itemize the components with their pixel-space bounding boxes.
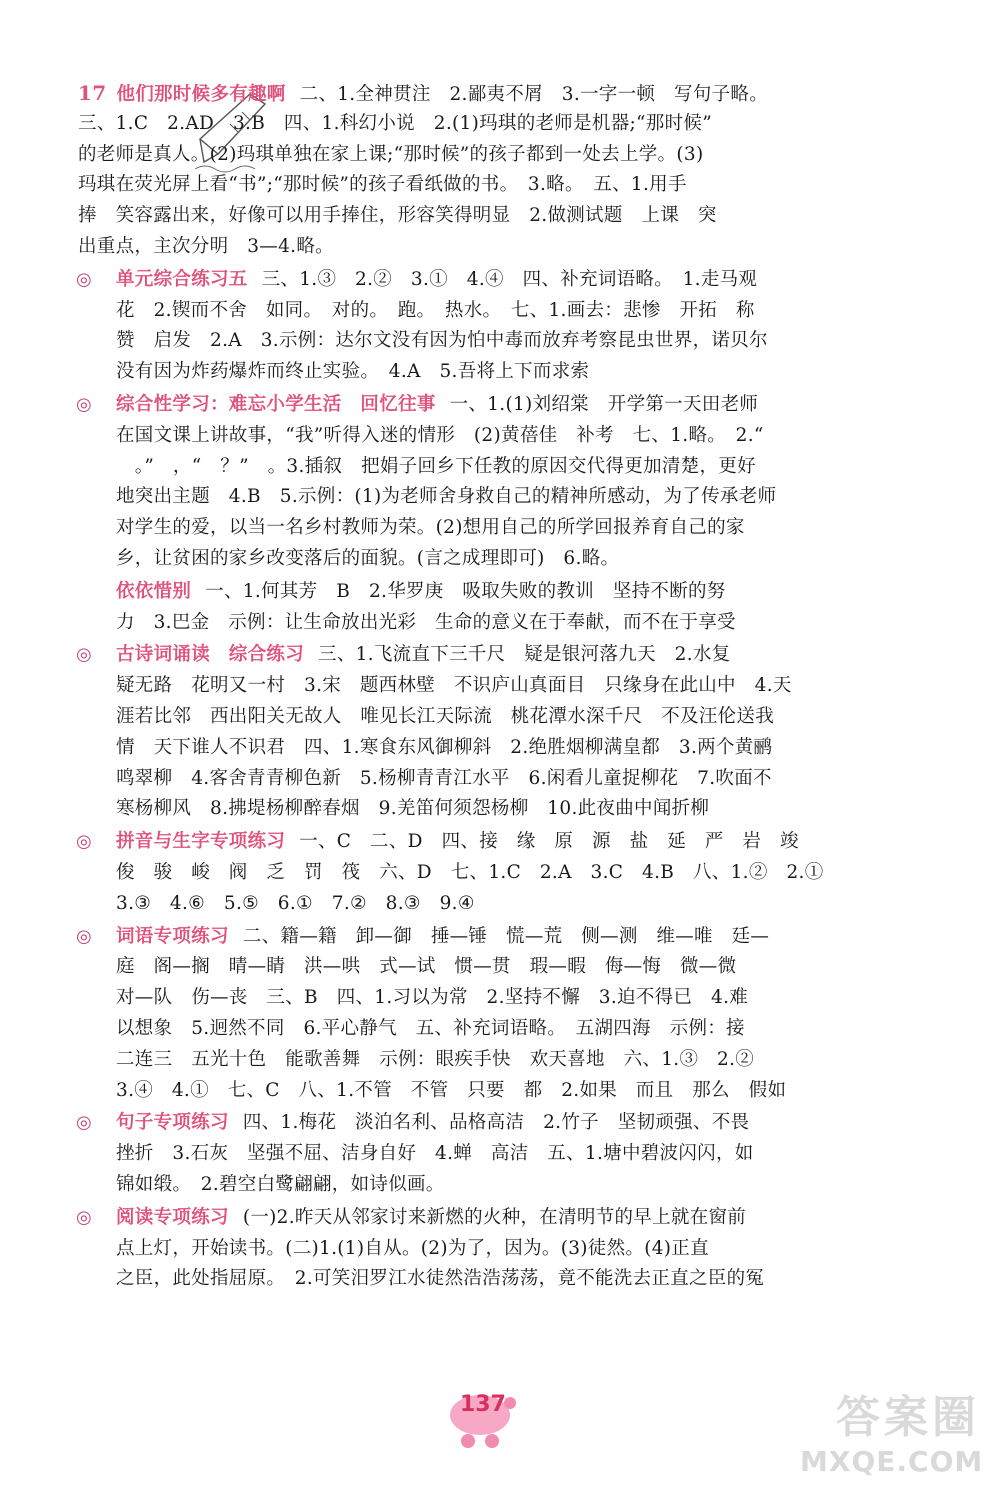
section-heading-line <box>78 922 769 952</box>
answer-text: 地突出主题 4.B 5.示例：(1)为老师舍身救自己的精神所感动，为了传承老师 <box>116 486 777 508</box>
section-title: 拼音与生字专项练习 <box>116 831 286 853</box>
answer-text: 一、1.(1)刘绍棠 开学第一天田老师 <box>449 394 759 415</box>
answer-text: 一、C 二、D 四、接 缘 原 源 盐 延 严 岩 竣 <box>299 831 799 853</box>
answer-line <box>116 608 736 638</box>
answer-line <box>116 1076 786 1106</box>
answer-text: 力 3.巴金 示例：让生命放出光彩 生命的意义在于奉献，而不在于享受 <box>116 611 736 633</box>
answer-line <box>116 671 792 701</box>
answer-line <box>116 858 824 888</box>
answer-line <box>116 1264 764 1294</box>
answer-text: 俊 骏 峻 阀 乏 罚 筏 六、D 七、1.C 2.A 3.C 4.B 八、1.② 2.① <box>116 862 824 883</box>
answer-line <box>78 109 712 139</box>
answer-line <box>116 1170 445 1200</box>
bullet-circle-icon: ◎ <box>76 831 93 853</box>
answer-text: 二、1.全神贯注 2.鄙夷不屑 3.一字一顿 写句子略。 <box>299 84 768 105</box>
answer-text: 情 天下谁人不识君 四、1.寒食东风御柳斜 2.绝胜烟柳满皇都 3.两个黄鹂 <box>116 736 773 758</box>
answer-text: 出重点，主次分明 3—4.略。 <box>78 236 334 257</box>
answer-text: 三、1.C 2.AD 3.B 四、1.科幻小说 2.(1)玛琪的老师是机器;“那时候” <box>78 112 712 134</box>
answer-text: 之臣，此处指屈原。 2.可笑汨罗江水徒然浩浩荡荡，竟不能洗去正直之臣的冤 <box>116 1268 765 1290</box>
answer-text: 疑无路 花明又一村 3.宋 题西林壁 不识庐山真面目 只缘身在此山中 4.天 <box>116 675 792 697</box>
section-heading-line <box>78 78 768 108</box>
answer-text: 庭 阁—搁 晴—睛 洪—哄 式—试 惯—贯 瑕—暇 侮—悔 微—微 <box>116 956 737 978</box>
section-title: 依依惜别 <box>116 580 192 602</box>
section-title: 词语专项练习 <box>116 925 229 947</box>
bullet-circle-icon: ◎ <box>76 644 93 666</box>
answer-line <box>116 326 768 356</box>
section-heading-line <box>78 640 731 670</box>
answer-text: 3.③ 4.⑥ 5.⑤ 6.① 7.② 8.③ 9.④ <box>116 892 475 914</box>
answer-text: 四、1.梅花 淡泊名利、品格高洁 2.竹子 坚韧顽强、不畏 <box>242 1112 750 1134</box>
answer-text: 锦如缎。 2.碧空白鹭翩翩，如诗似画。 <box>116 1174 445 1195</box>
answer-line <box>116 794 709 824</box>
section-heading-line <box>78 827 799 857</box>
section-title: 单元综合练习五 <box>116 268 248 290</box>
section-title: 句子专项练习 <box>116 1112 229 1134</box>
answer-text: 玛琪在荧光屏上看“书”;“那时候”的孩子看纸做的书。 3.略。 五、1.用手 <box>78 174 687 196</box>
bullet-circle-icon: ◎ <box>76 394 93 415</box>
page-number: 137 <box>460 1392 506 1417</box>
answer-line <box>116 889 475 919</box>
section-title: 综合性学习：难忘小学生活 回忆往事 <box>116 394 436 415</box>
answer-text: 寒杨柳风 8.拂堤杨柳醉春烟 9.羌笛何须怨杨柳 10.此夜曲中闻折柳 <box>116 798 710 820</box>
bullet-circle-icon: ◎ <box>76 925 93 947</box>
section-heading-line <box>78 1108 749 1138</box>
answer-line <box>116 296 755 326</box>
lesson-number: 17 <box>78 81 107 105</box>
answer-text: 3.④ 4.① 七、C 八、1.不管 不管 只要 都 2.如果 而且 那么 假如 <box>116 1079 787 1101</box>
watermark-logo-text: 答案圈 <box>836 1392 980 1443</box>
answer-text: 。” ，“ ？” 。3.插叙 把娟子回乡下任教的原因交代得更加清楚，更好 <box>116 455 756 477</box>
answer-text: 捧 笑容露出来，好像可以用手捧住，形容笑得明显 2.做测试题 上课 突 <box>78 205 717 227</box>
answer-text: 没有因为炸药爆炸而终止实验。 4.A 5.吾将上下而求索 <box>116 361 590 383</box>
answer-line <box>78 201 717 231</box>
answer-text: 三、1.③ 2.② 3.① 4.④ 四、补充词语略。 1.走马观 <box>261 268 758 290</box>
answer-text: 花 2.锲而不舍 如同。 对的。 跑。 热水。 七、1.画去：悲惨 开拓 称 <box>116 299 755 321</box>
site-watermark <box>800 1381 984 1478</box>
answer-text: 挫折 3.石灰 坚强不屈、洁身自好 4.蝉 高洁 五、1.塘中碧波闪闪，如 <box>116 1143 754 1165</box>
answer-text: 鸣翠柳 4.客舍青青柳色新 5.杨柳青青江水平 6.闲看儿童捉柳花 7.吹面不 <box>116 767 772 789</box>
answer-line <box>116 983 748 1013</box>
section-heading-line <box>78 390 758 420</box>
answer-text: 对学生的爱，以当一名乡村教师为荣。(2)想用自己的所学回报养育自己的家 <box>116 517 745 539</box>
answer-line <box>116 421 764 451</box>
answer-text: 二连三 五光十色 能歌善舞 示例：眼疾手快 欢天喜地 六、1.③ 2.② <box>116 1048 755 1070</box>
section-title: 他们那时候多有趣啊 <box>116 84 286 105</box>
answer-line <box>78 232 334 262</box>
answer-line <box>78 170 687 200</box>
answer-line <box>116 952 736 982</box>
answer-text: 三、1.飞流直下三千尺 疑是银河落九天 2.水复 <box>318 644 731 666</box>
answer-text: 二、籍—籍 卸—御 捶—锤 慌—荒 侧—测 维—唯 廷— <box>242 925 770 947</box>
answer-line <box>116 513 745 543</box>
answer-text: 在国文课上讲故事，“我”听得入迷的情形 (2)黄蓓佳 补考 七、1.略。 2.“ <box>116 424 764 446</box>
answer-text: 对—队 伤—丧 三、B 四、1.习以为常 2.坚持不懈 3.迫不得已 4.难 <box>116 987 749 1009</box>
answer-text: 乡，让贫困的家乡改变落后的面貌。(言之成理即可) 6.略。 <box>116 548 620 569</box>
answer-line <box>116 1234 709 1264</box>
bullet-circle-icon: ◎ <box>76 1112 93 1134</box>
answer-line <box>116 357 589 387</box>
answer-line <box>116 452 756 482</box>
section-heading-line <box>78 265 757 295</box>
section-heading-line <box>78 1203 746 1233</box>
bullet-circle-icon: ◎ <box>76 1206 93 1228</box>
answer-line <box>116 702 774 732</box>
answer-line <box>116 544 619 574</box>
section-title: 古诗词诵读 综合练习 <box>116 644 305 666</box>
bullet-circle-icon: ◎ <box>76 268 93 290</box>
answer-text: 涯若比邻 西出阳关无故人 唯见长江天际流 桃花潭水深千尺 不及汪伦送我 <box>116 706 775 727</box>
answer-line <box>116 1014 745 1044</box>
watermark-url: MXQE.COM <box>800 1445 984 1478</box>
answer-line <box>116 733 772 763</box>
answer-line <box>116 764 772 794</box>
section-title: 阅读专项练习 <box>116 1206 229 1228</box>
answer-text: 点上灯，开始读书。(二)1.(1)自从。(2)为了，因为。(3)徒然。(4)正直 <box>116 1237 709 1259</box>
section-heading-line <box>78 577 726 607</box>
answer-text: (一)2.昨天从邻家讨来新燃的火种，在清明节的早上就在窗前 <box>242 1206 747 1228</box>
answer-text: 一、1.何其芳 B 2.华罗庚 吸取失败的教训 坚持不断的努 <box>205 580 726 602</box>
answer-text: 赞 启发 2.A 3.示例：达尔文没有因为怕中毒而放弃考察昆虫世界，诺贝尔 <box>116 330 768 352</box>
answer-line <box>116 1045 754 1075</box>
answer-text: 的老师是真人。(2)玛琪单独在家上课;“那时候”的孩子都到一处去上学。(3) <box>78 143 704 165</box>
answer-line <box>78 140 703 170</box>
answer-line <box>116 1139 754 1169</box>
answer-line <box>116 482 776 512</box>
answer-text: 以想象 5.迥然不同 6.平心静气 五、补充词语略。 五湖四海 示例：接 <box>116 1018 745 1039</box>
